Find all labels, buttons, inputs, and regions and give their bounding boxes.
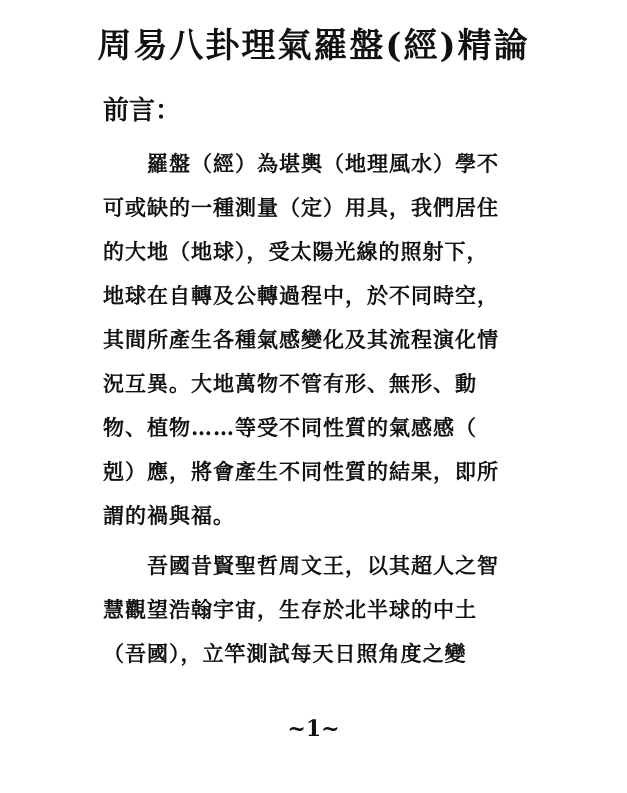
text-line: 慧觀望浩翰宇宙，生存於北半球的中土 bbox=[103, 597, 477, 622]
text-line: 的大地（地球），受太陽光線的照射下， bbox=[103, 239, 489, 264]
section-heading: 前言： bbox=[103, 96, 182, 126]
text-line: 地球在自轉及公轉過程中，於不同時空， bbox=[103, 283, 499, 308]
text-line: 其間所產生各種氣感變化及其流程演化情 bbox=[103, 327, 499, 352]
text-line: 可或缺的一種測量（定）用具，我們居住 bbox=[103, 195, 499, 220]
text-line: 羅盤（經）為堪輿（地理風水）學不 bbox=[103, 151, 499, 176]
text-line: 謂的禍與福。 bbox=[103, 503, 235, 528]
text-line: 剋）應，將會產生不同性質的結果，即所 bbox=[103, 459, 499, 484]
text-line: 物、植物……等受不同性質的氣感感（ bbox=[103, 415, 477, 440]
page-title: 周易八卦理氣羅盤(經)精論 bbox=[97, 26, 530, 66]
text-line: 況互異。大地萬物不管有形、無形、動 bbox=[103, 371, 477, 396]
page-number: ~1~ bbox=[287, 716, 340, 742]
text-line: （吾國），立竿測試每天日照角度之變 bbox=[103, 641, 467, 666]
paragraph-2 bbox=[103, 544, 583, 676]
paragraph-1 bbox=[103, 142, 583, 538]
text-line: 吾國昔賢聖哲周文王，以其超人之智 bbox=[103, 553, 499, 578]
